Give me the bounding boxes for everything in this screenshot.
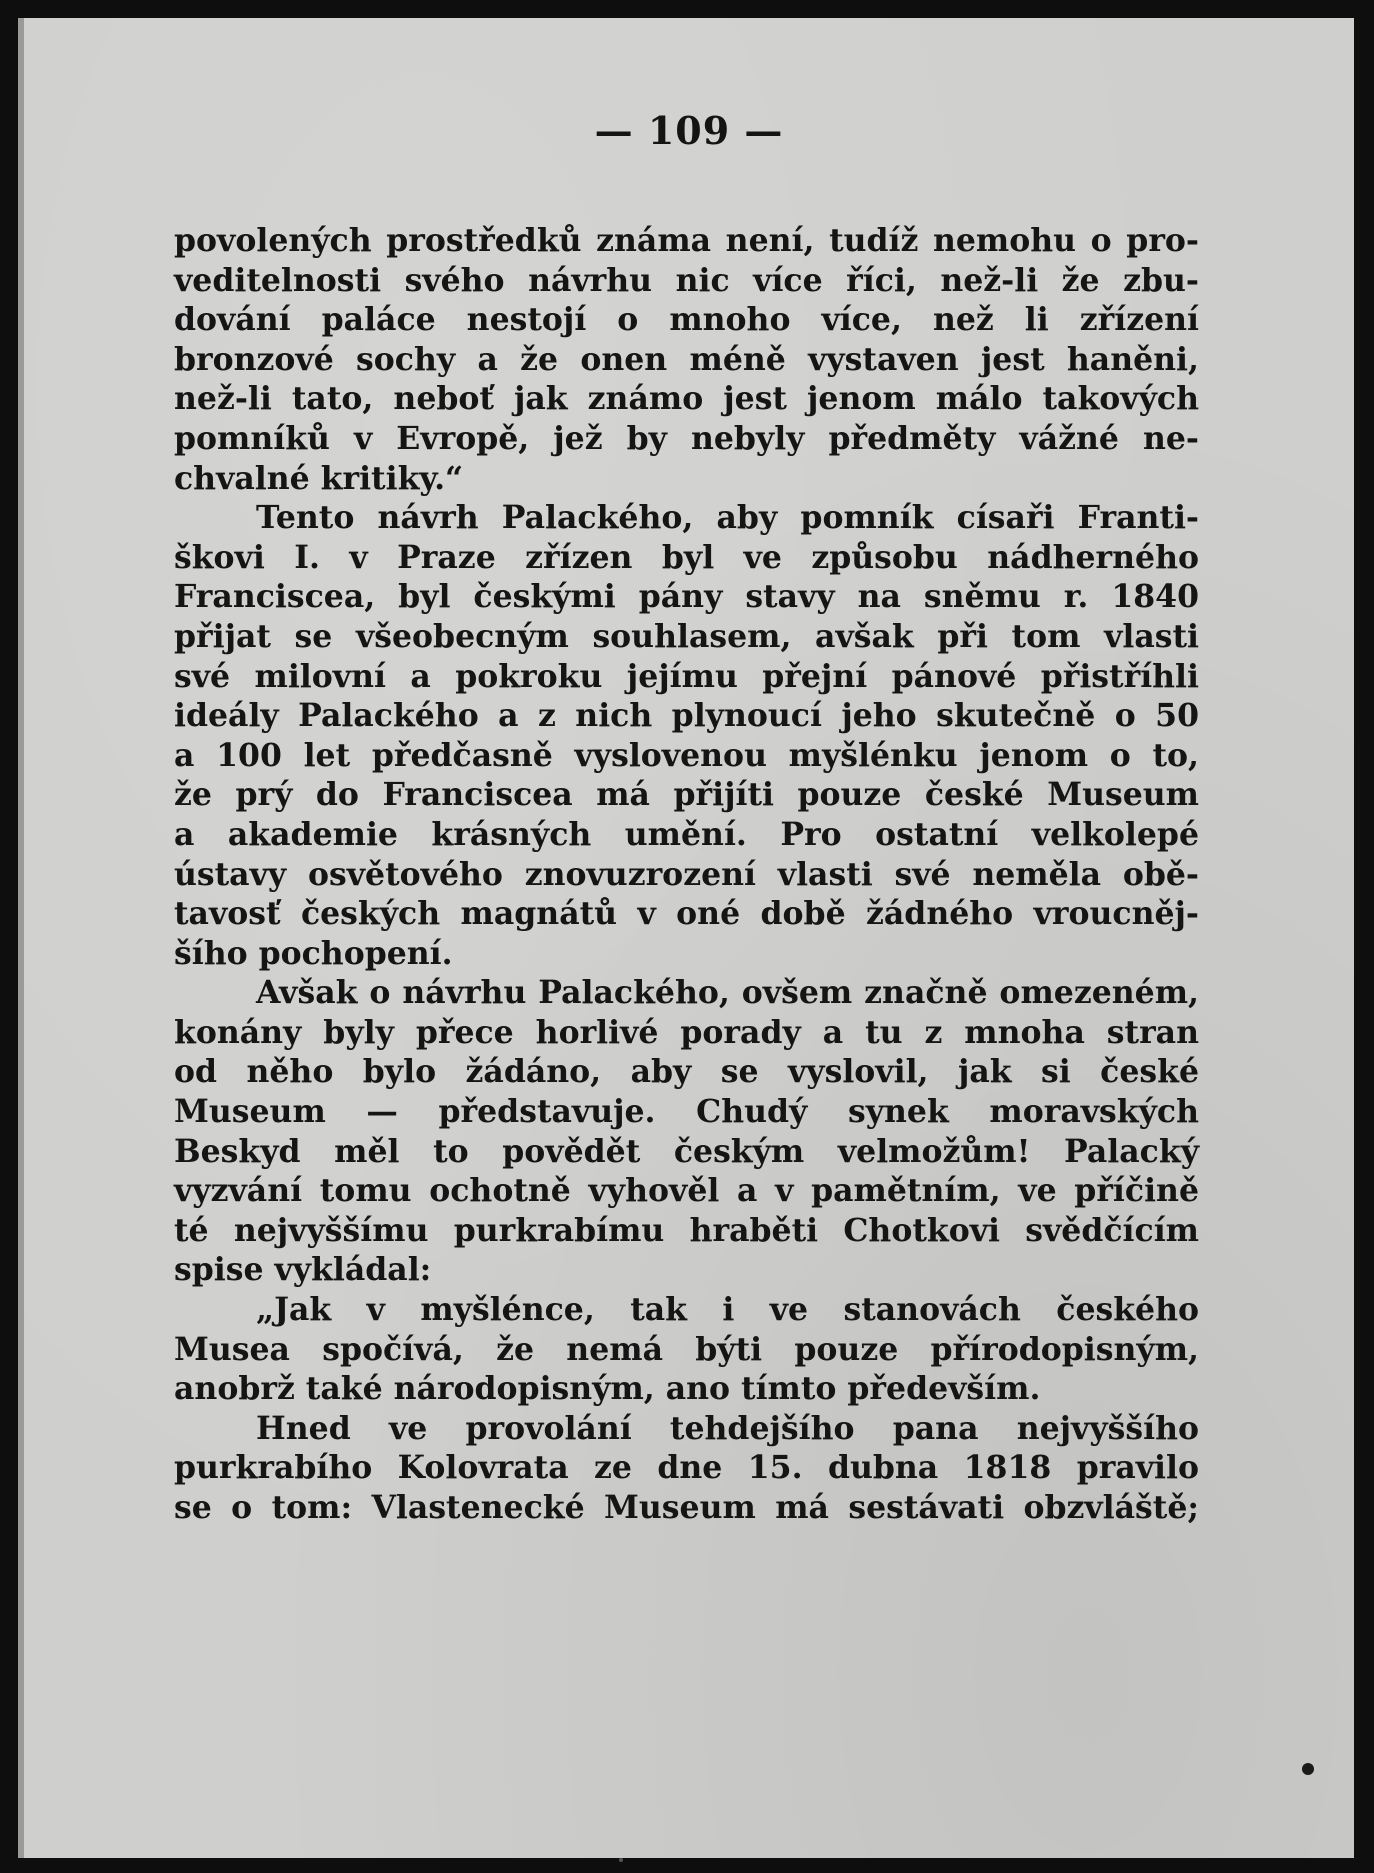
- ink-speck: [619, 1858, 623, 1862]
- text-line: že prý do Franciscea má přijíti pouze české Museum: [174, 776, 1199, 814]
- text-line: škovi I. v Praze zřízen byl ve způsobu nádherného: [174, 538, 1199, 576]
- text-line: Musea spočívá, že nemá býti pouze přírodopisným,: [174, 1330, 1199, 1368]
- text-line: té nejvyššímu purkrabímu hraběti Chotkovi svědčícím: [174, 1211, 1199, 1249]
- text-line: tavosť českých magnátů v oné době žádného vroucněj-: [174, 895, 1199, 933]
- text-line: konány byly přece horlivé porady a tu z mnoha stran: [174, 1013, 1199, 1051]
- text-line: Franciscea, byl českými pány stavy na sněmu r. 1840: [174, 578, 1199, 616]
- text-line: a 100 let předčasně vyslovenou myšlénku jenom o to,: [174, 736, 1199, 774]
- text-line: se o tom: Vlastenecké Museum má sestávati obzvláště;: [174, 1489, 1199, 1526]
- text-line: Tento návrh Palackého, aby pomník císaři Franti-: [256, 499, 1199, 537]
- text-line: Beskyd měl to povědět českým velmožům! Palacký: [174, 1132, 1199, 1170]
- text-line: Avšak o návrhu Palackého, ovšem značně omezeném,: [256, 974, 1199, 1012]
- text-line: ideály Palackého a z nich plynoucí jeho skutečně o 50: [174, 697, 1199, 735]
- page-number: — 109 —: [594, 108, 784, 153]
- text-line: vyzvání tomu ochotně vyhověl a v pamětním, ve příčině: [174, 1172, 1199, 1210]
- text-line: veditelnosti svého návrhu nic více říci, než-li že zbu-: [174, 261, 1199, 299]
- text-line: šího pochopení.: [174, 934, 453, 972]
- text-line: spise vykládal:: [174, 1251, 432, 1289]
- ink-speck: [1302, 1763, 1314, 1775]
- text-line: purkrabího Kolovrata ze dne 15. dubna 1818 pravilo: [174, 1449, 1199, 1487]
- text-line: než-li tato, neboť jak známo jest jenom málo takových: [174, 380, 1199, 418]
- text-line: a akademie krásných umění. Pro ostatní velkolepé: [174, 815, 1199, 853]
- body-text: [174, 221, 1199, 1528]
- text-line: své milovní a pokroku jejímu přejní pánové přistříhli: [174, 657, 1199, 695]
- text-line: pomníků v Evropě, jež by nebyly předměty vážné ne-: [174, 419, 1199, 457]
- book-page: [18, 18, 1354, 1858]
- text-line: povolených prostředků známa není, tudíž nemohu o pro-: [174, 222, 1199, 259]
- text-line: přijat se všeobecným souhlasem, avšak při tom vlasti: [174, 617, 1199, 655]
- text-line: bronzové sochy a že onen méně vystaven jest haněni,: [174, 340, 1199, 378]
- text-line: anobrž také národopisným, ano tímto především.: [174, 1370, 1041, 1408]
- text-line: chvalné kritiky.“: [174, 459, 464, 497]
- text-line: dování paláce nestojí o mnoho více, než li zřízení: [174, 301, 1199, 339]
- text-line: ústavy osvětového znovuzrození vlasti své neměla obě-: [174, 855, 1199, 893]
- text-line: od něho bylo žádáno, aby se vyslovil, jak si české: [174, 1053, 1199, 1091]
- text-line: Hned ve provolání tehdejšího pana nejvyššího: [256, 1409, 1199, 1447]
- text-line: Museum — představuje. Chudý synek moravských: [174, 1093, 1199, 1131]
- text-line: „Jak v myšlénce, tak i ve stanovách českého: [256, 1291, 1199, 1329]
